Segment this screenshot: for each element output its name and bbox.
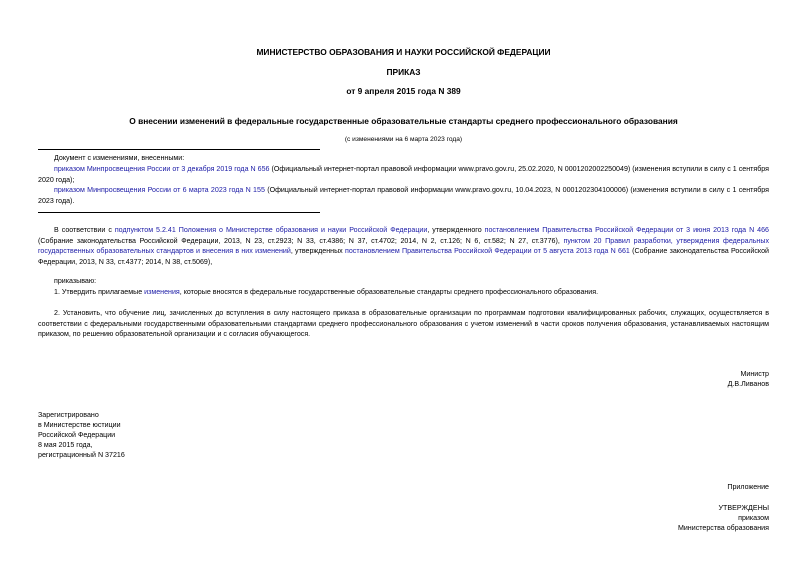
amendment-link-2[interactable]: приказом Минпросвещения России от 6 марта 2023 года N 155 bbox=[54, 186, 265, 194]
divider-top bbox=[38, 149, 320, 150]
amendment-item-2 bbox=[38, 185, 769, 206]
by-order-label: приказом bbox=[738, 514, 769, 522]
clause-1-text-a: 1. Утвердить прилагаемые bbox=[54, 288, 145, 296]
appendix-label: Приложение bbox=[727, 483, 769, 491]
preamble-text-d: , утвержденных bbox=[290, 247, 345, 256]
approved-label: УТВЕРЖДЕНЫ bbox=[718, 504, 769, 512]
signature-name: Д.В.Ливанов bbox=[727, 380, 769, 388]
registration-line-4: 8 мая 2015 года, bbox=[38, 441, 93, 449]
preamble-text-c: (Собрание законодательства Российской Федерации, 2013, N 23, ст.2923; N 33, ст.4386; N 37, ст.4702; 2014, N 2, ст.126; N 6, ст.582; N 27, ст.3776), bbox=[38, 236, 564, 245]
registration-line-5: регистрационный N 37216 bbox=[38, 451, 125, 459]
order-word: приказываю: bbox=[54, 277, 97, 285]
clause-2: 2. Установить, что обучение лиц, зачисленных до вступления в силу настоящего приказа в образовательные организации по программам подготовки квалифицированных рабочих, служащих, осуществляется в соответствии с федеральными государственными образовательными стандартами среднего профессионального образования с учетом изменений в части сроков получения образования, устанавливаемых настоящим приказом, по решению образовательной организации и с согласия обучающегося. bbox=[38, 309, 769, 339]
changes-link[interactable]: изменения bbox=[144, 288, 180, 296]
registration-line-3: Российской Федерации bbox=[38, 431, 116, 439]
preamble-text-b: , утвержденного bbox=[427, 226, 485, 234]
amendment-text-2: (Официальный интернет-портал правовой информации www.pravo.gov.ru, 10.04.2023, N 0001202304100006) (изменения вступили в силу с 1 сентября 2023 года). bbox=[38, 186, 769, 205]
rules-link[interactable]: пунктом 20 Правил разработки, утверждения федеральных государственных образовательных стандартов и внесения в них изменений bbox=[38, 236, 769, 256]
date-number-heading: от 9 апреля 2015 года N 389 bbox=[346, 86, 461, 96]
amendment-item-1 bbox=[38, 164, 769, 185]
decree-466-link[interactable]: постановлением Правительства Российской Федерации от 3 июня 2013 года N 466 bbox=[484, 226, 769, 234]
decree-661-link[interactable]: постановлением Правительства Российской Федерации от 5 августа 2013 года N 661 bbox=[345, 247, 630, 256]
amendment-text-1: (Официальный интернет-портал правовой информации www.pravo.gov.ru, 25.02.2020, N 0001202002250049) (изменения вступили в силу с 1 сентября 2020 года); bbox=[38, 165, 769, 184]
preamble-text-e: (Собрание законодательства Российской Федерации, 2013, N 33, ст.4377; 2014, N 38, ст.5069), bbox=[38, 247, 769, 266]
registration-line-2: в Министерстве юстиции bbox=[38, 421, 121, 429]
clause-1-text-b: , которые вносятся в федеральные государственные образовательные стандарты среднего профессионального образования. bbox=[179, 288, 599, 296]
signature-position: Министр bbox=[740, 370, 769, 378]
preamble-paragraph bbox=[38, 225, 769, 267]
regulation-link[interactable]: подпунктом 5.2.41 Положения о Министерстве образования и науки Российской Федерации bbox=[114, 226, 428, 234]
ministry-short-label: Министерства образования bbox=[677, 524, 769, 532]
amendment-link-1[interactable]: приказом Минпросвещения России от 3 декабря 2019 года N 656 bbox=[54, 165, 270, 173]
clause-1 bbox=[38, 287, 769, 298]
registration-line-1: Зарегистрировано bbox=[38, 411, 99, 419]
ministry-heading: МИНИСТЕРСТВО ОБРАЗОВАНИЯ И НАУКИ РОССИЙСКОЙ ФЕДЕРАЦИИ bbox=[256, 47, 551, 57]
amendments-intro: Документ с изменениями, внесенными: bbox=[54, 154, 185, 162]
doc-type-heading: ПРИКАЗ bbox=[386, 67, 421, 77]
revision-note: (с изменениями на 6 марта 2023 года) bbox=[344, 136, 463, 143]
divider-bottom bbox=[38, 212, 320, 213]
preamble-text-a: В соответствии с bbox=[54, 226, 115, 234]
document-title: О внесении изменений в федеральные государственные образовательные стандарты среднего профессионального образования bbox=[129, 116, 678, 126]
